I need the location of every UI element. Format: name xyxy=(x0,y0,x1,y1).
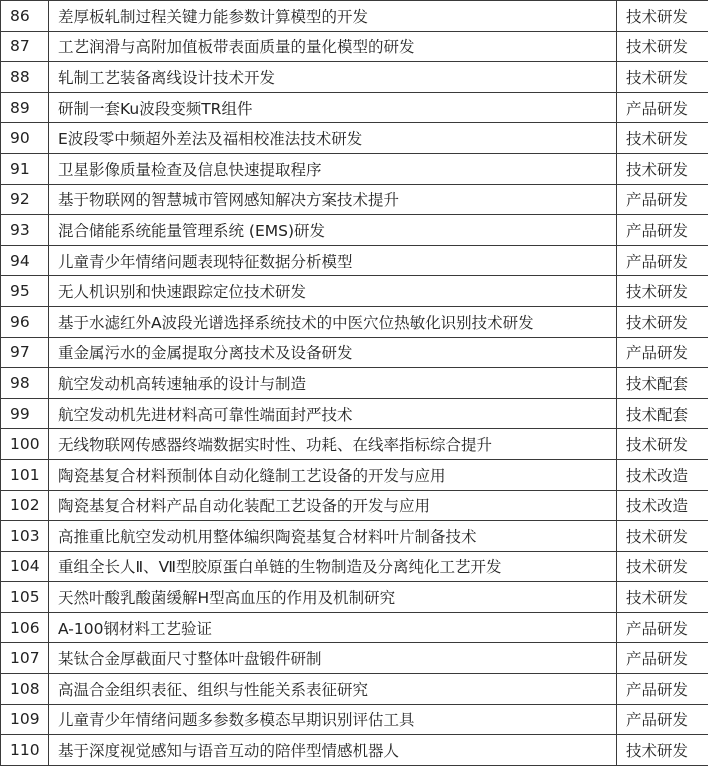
project-title: 陶瓷基复合材料预制体自动化缝制工艺设备的开发与应用 xyxy=(49,459,617,490)
row-number: 102 xyxy=(1,490,49,521)
project-category: 技术研发 xyxy=(617,735,708,766)
row-number: 106 xyxy=(1,612,49,643)
project-category: 产品研发 xyxy=(617,92,708,123)
table-row xyxy=(1,459,708,490)
project-title: 无线物联网传感器终端数据实时性、功耗、在线率指标综合提升 xyxy=(49,429,617,460)
table-row xyxy=(1,643,708,674)
project-title: 基于物联网的智慧城市管网感知解决方案技术提升 xyxy=(49,184,617,215)
project-title: 陶瓷基复合材料产品自动化装配工艺设备的开发与应用 xyxy=(49,490,617,521)
row-number: 97 xyxy=(1,337,49,368)
table-row xyxy=(1,429,708,460)
row-number: 99 xyxy=(1,398,49,429)
table-row xyxy=(1,398,708,429)
table-row xyxy=(1,62,708,93)
row-number: 93 xyxy=(1,215,49,246)
project-title: 卫星影像质量检查及信息快速提取程序 xyxy=(49,153,617,184)
table-row xyxy=(1,612,708,643)
project-title: 基于水滤红外A波段光谱选择系统技术的中医穴位热敏化识别技术研发 xyxy=(49,306,617,337)
row-number: 107 xyxy=(1,643,49,674)
project-category: 技术研发 xyxy=(617,582,708,613)
project-category: 产品研发 xyxy=(617,184,708,215)
table-row xyxy=(1,1,708,32)
row-number: 109 xyxy=(1,704,49,735)
row-number: 108 xyxy=(1,674,49,705)
table-row xyxy=(1,184,708,215)
row-number: 89 xyxy=(1,92,49,123)
row-number: 101 xyxy=(1,459,49,490)
project-category: 技术配套 xyxy=(617,398,708,429)
project-category: 技术研发 xyxy=(617,551,708,582)
project-category: 产品研发 xyxy=(617,674,708,705)
table-row xyxy=(1,245,708,276)
table-row xyxy=(1,521,708,552)
project-category: 产品研发 xyxy=(617,704,708,735)
project-title: A-100钢材料工艺验证 xyxy=(49,612,617,643)
row-number: 100 xyxy=(1,429,49,460)
project-category: 技术研发 xyxy=(617,306,708,337)
row-number: 94 xyxy=(1,245,49,276)
project-category: 技术改造 xyxy=(617,459,708,490)
row-number: 88 xyxy=(1,62,49,93)
project-title: 重金属污水的金属提取分离技术及设备研发 xyxy=(49,337,617,368)
table-row xyxy=(1,276,708,307)
table-row xyxy=(1,337,708,368)
project-title: 无人机识别和快速跟踪定位技术研发 xyxy=(49,276,617,307)
project-title: 研制一套Ku波段变频TR组件 xyxy=(49,92,617,123)
project-category: 技术研发 xyxy=(617,1,708,32)
project-title: 航空发动机高转速轴承的设计与制造 xyxy=(49,368,617,399)
project-title: 基于深度视觉感知与语音互动的陪伴型情感机器人 xyxy=(49,735,617,766)
project-category: 技术研发 xyxy=(617,31,708,62)
project-title: 天然叶酸乳酸菌缓解H型高血压的作用及机制研究 xyxy=(49,582,617,613)
project-category: 产品研发 xyxy=(617,215,708,246)
table-row xyxy=(1,704,708,735)
table-row xyxy=(1,153,708,184)
row-number: 95 xyxy=(1,276,49,307)
project-title: 混合储能系统能量管理系统 (EMS)研发 xyxy=(49,215,617,246)
project-title: 航空发动机先进材料高可靠性端面封严技术 xyxy=(49,398,617,429)
project-title: 儿童青少年情绪问题多参数多模态早期识别评估工具 xyxy=(49,704,617,735)
project-category: 技术配套 xyxy=(617,368,708,399)
project-title: 轧制工艺装备离线设计技术开发 xyxy=(49,62,617,93)
project-title: E波段零中频超外差法及福相校准法技术研发 xyxy=(49,123,617,154)
table-row xyxy=(1,490,708,521)
row-number: 110 xyxy=(1,735,49,766)
row-number: 90 xyxy=(1,123,49,154)
table-row xyxy=(1,368,708,399)
project-category: 技术研发 xyxy=(617,429,708,460)
project-category: 产品研发 xyxy=(617,612,708,643)
row-number: 103 xyxy=(1,521,49,552)
row-number: 92 xyxy=(1,184,49,215)
row-number: 96 xyxy=(1,306,49,337)
table-row xyxy=(1,31,708,62)
project-title: 工艺润滑与高附加值板带表面质量的量化模型的研发 xyxy=(49,31,617,62)
project-title: 差厚板轧制过程关键力能参数计算模型的开发 xyxy=(49,1,617,32)
project-table-body xyxy=(1,1,708,766)
table-row xyxy=(1,551,708,582)
project-category: 技术改造 xyxy=(617,490,708,521)
table-row xyxy=(1,582,708,613)
table-row xyxy=(1,215,708,246)
row-number: 104 xyxy=(1,551,49,582)
project-category: 技术研发 xyxy=(617,62,708,93)
row-number: 91 xyxy=(1,153,49,184)
project-category: 技术研发 xyxy=(617,276,708,307)
table-row xyxy=(1,735,708,766)
project-category: 产品研发 xyxy=(617,245,708,276)
table-row xyxy=(1,674,708,705)
project-title: 儿童青少年情绪问题表现特征数据分析模型 xyxy=(49,245,617,276)
row-number: 105 xyxy=(1,582,49,613)
row-number: 98 xyxy=(1,368,49,399)
table-row xyxy=(1,123,708,154)
project-category: 产品研发 xyxy=(617,643,708,674)
project-title: 某钛合金厚截面尺寸整体叶盘锻件研制 xyxy=(49,643,617,674)
project-title: 重组全长人Ⅱ、Ⅶ型胶原蛋白单链的生物制造及分离纯化工艺开发 xyxy=(49,551,617,582)
project-category: 技术研发 xyxy=(617,521,708,552)
table-row xyxy=(1,306,708,337)
row-number: 87 xyxy=(1,31,49,62)
project-category: 技术研发 xyxy=(617,153,708,184)
table-row xyxy=(1,92,708,123)
project-title: 高温合金组织表征、组织与性能关系表征研究 xyxy=(49,674,617,705)
project-category: 技术研发 xyxy=(617,123,708,154)
row-number: 86 xyxy=(1,1,49,32)
project-title: 高推重比航空发动机用整体编织陶瓷基复合材料叶片制备技术 xyxy=(49,521,617,552)
project-category: 产品研发 xyxy=(617,337,708,368)
